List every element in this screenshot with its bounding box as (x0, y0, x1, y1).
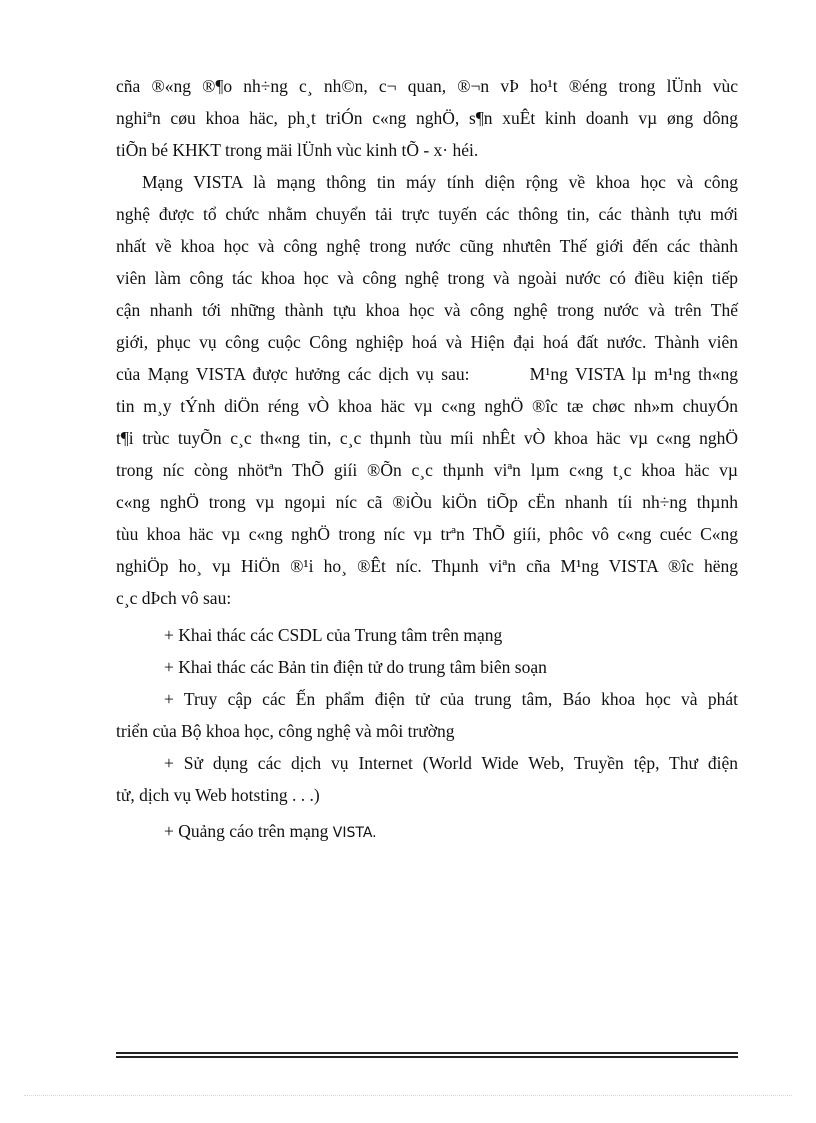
body-line: nhất về khoa học và công nghệ trong nước cũng nhưtên Thế giới đến các thành (116, 236, 738, 256)
footer-double-rule (116, 1052, 738, 1058)
page-edge-dotted-line (24, 1095, 792, 1096)
body-line: cận nhanh tới những thành tựu khoa học và công nghệ trong nước và trên Thế (116, 300, 738, 320)
service-item: + Sử dụng các dịch vụ Internet (World Wide Web, Truyền tệp, Thư điện (164, 753, 738, 773)
service-item: + Truy cập các Ến phẩm điện tử của trung tâm, Báo khoa học và phát (164, 689, 738, 709)
body-line: nghiªn cøu khoa häc, ph¸t triÓn c«ng nghÖ, s¶n xuÊt kinh doanh vµ øng dông (116, 108, 738, 128)
body-line: nghiÖp ho¸ vµ HiÖn ®¹i ho¸ ®Êt níc. Thµnh viªn cña M¹ng VISTA ®îc hëng (116, 556, 738, 576)
body-line: của Mạng VISTA được hưởng các dịch vụ sau: M¹ng VISTA lµ m¹ng th«ng (116, 364, 738, 384)
service-item-continued: triển của Bộ khoa học, công nghệ và môi trường (116, 721, 455, 741)
service-item: + Khai thác các Bản tin điện tử do trung tâm biên soạn (164, 657, 547, 677)
service-item-text: + Quảng cáo trên mạng (164, 821, 333, 841)
body-line: tiÕn bé KHKT trong mäi lÜnh vùc kinh tÕ - x· héi. (116, 140, 479, 160)
service-item (116, 815, 738, 849)
body-line: nghệ được tổ chức nhằm chuyển tải trực tuyến các thông tin, các thành tựu mới (116, 204, 738, 224)
service-item-suffix: VISTA. (332, 825, 377, 841)
body-line: cña ®«ng ®¶o nh÷ng c¸ nh©n, c¬ quan, ®¬n vÞ ho¹t ®éng trong lÜnh vùc (116, 76, 738, 96)
body-line: Mạng VISTA là mạng thông tin máy tính diện rộng về khoa học và công (142, 172, 738, 192)
body-line: c«ng nghÖ trong vµ ngoµi níc cã ®iÒu kiÖn tiÕp cËn nhanh tíi nh÷ng thµnh (116, 492, 738, 512)
service-item: + Khai thác các CSDL của Trung tâm trên mạng (164, 625, 503, 645)
service-item-continued: tử, dịch vụ Web hotsting . . .) (116, 785, 320, 805)
body-line: giới, phục vụ công cuộc Công nghiệp hoá và Hiện đại hoá đất nước. Thành viên (116, 332, 738, 352)
body-line: trong níc còng nhötªn ThÕ giíi ®Õn c¸c thµnh viªn lµm c«ng t¸c khoa häc vµ (116, 460, 738, 480)
body-line: c¸c dÞch vô sau: (116, 588, 232, 608)
body-line: tùu khoa häc vµ c«ng nghÖ trong níc vµ trªn ThÕ giíi, phôc vô c«ng cuéc C«ng (116, 524, 738, 544)
body-line: tin m¸y tÝnh diÖn réng vÒ khoa häc vµ c«ng nghÖ ®îc tæ chøc nh»m chuyÓn (116, 396, 738, 416)
body-line: t¶i trùc tuyÕn c¸c th«ng tin, c¸c thµnh tùu míi nhÊt vÒ khoa häc vµ c«ng nghÖ (116, 428, 738, 448)
body-line: viên làm công tác khoa học và công nghệ trong và ngoài nước có điều kiện tiếp (116, 268, 738, 288)
